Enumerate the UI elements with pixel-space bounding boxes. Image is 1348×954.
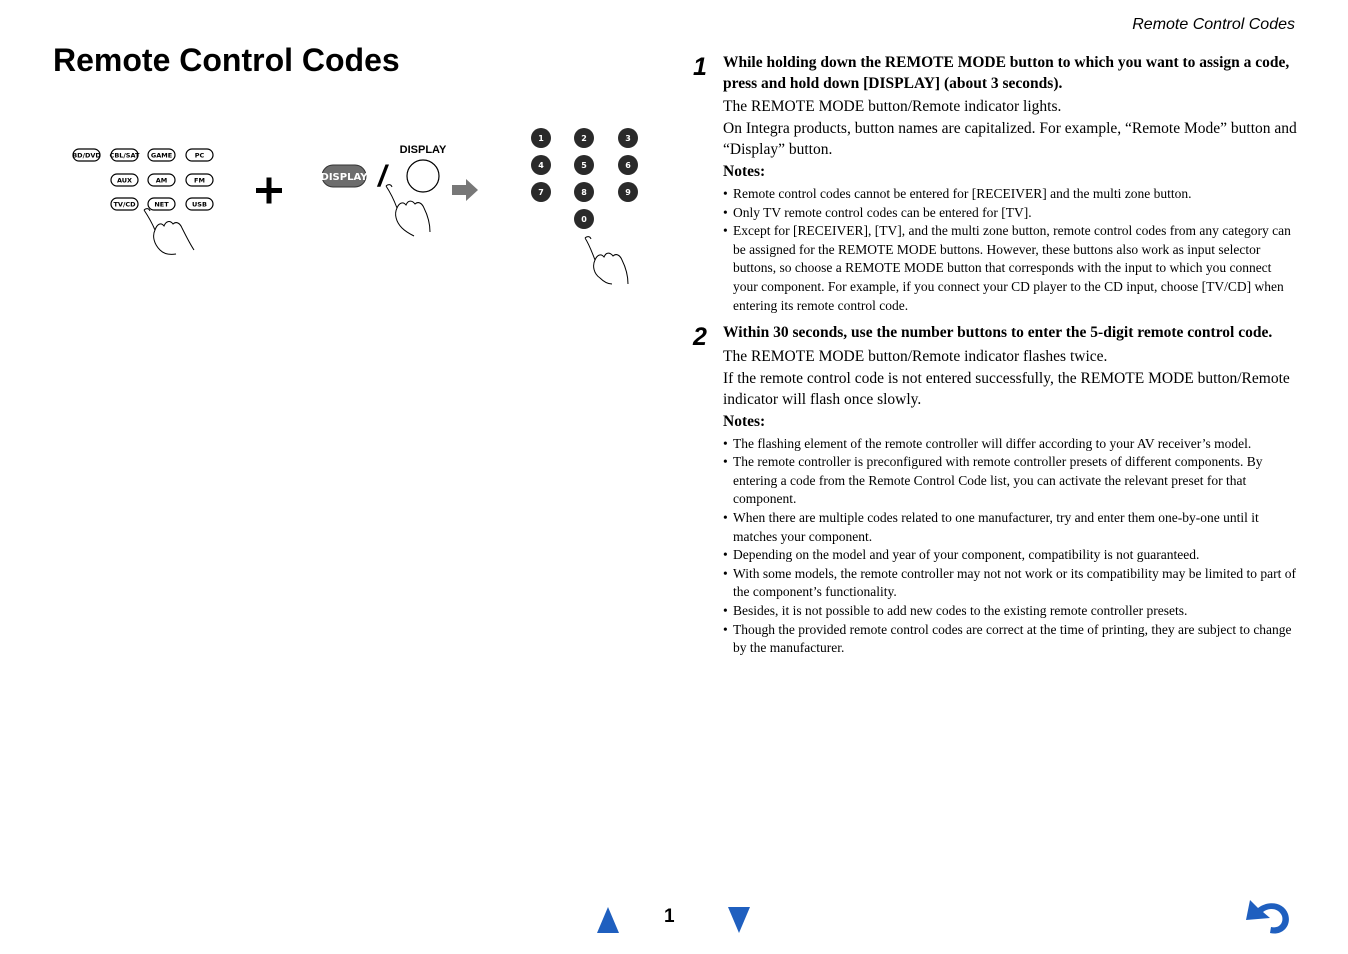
remote-illustration: [60, 120, 660, 300]
mode-button-label: CBL/SAT: [109, 151, 140, 160]
note-item: • The flashing element of the remote controller will differ according to your AV receiver’s model.: [723, 435, 1297, 454]
mode-button-label: NET: [154, 200, 169, 209]
note-item: • With some models, the remote controller may not not work or its compatibility may be limited to part of the component’s functionality.: [723, 565, 1297, 602]
remote-mode-buttons: [72, 149, 213, 210]
notes-label: Notes:: [723, 412, 766, 430]
note-item: • The remote controller is preconfigured with remote controller presets of different components. By entering a code from the Remote Control Code list, you can activate the relevant preset for that component.: [723, 453, 1297, 509]
display-button-label: DISPLAY: [320, 172, 368, 183]
number-key: [618, 155, 638, 175]
number-key-label: 3: [625, 134, 631, 143]
note-item: • Besides, it is not possible to add new codes to the existing remote controller presets.: [723, 602, 1297, 621]
return-arrow-icon[interactable]: [1244, 898, 1294, 938]
step-1: [693, 53, 1297, 315]
number-key: [531, 155, 551, 175]
number-key-label: 7: [538, 188, 544, 197]
note-item: • Depending on the model and year of your component, compatibility is not guaranteed.: [723, 546, 1297, 565]
number-key: [574, 182, 594, 202]
number-key-label: 9: [625, 188, 631, 197]
display-round-label: DISPLAY: [399, 144, 447, 156]
number-key: [618, 128, 638, 148]
step-number: 1: [693, 53, 707, 81]
mode-button-label: AM: [155, 176, 168, 185]
step-heading: While holding down the REMOTE MODE button to which you want to assign a code, press and hold down [DISPLAY] (about 3 seconds).: [723, 54, 1290, 92]
step-number: 2: [693, 323, 707, 352]
mode-button: [186, 149, 213, 161]
mode-button: [186, 198, 213, 210]
mode-button-label: USB: [192, 200, 207, 209]
number-key: [574, 209, 594, 229]
mode-button: [148, 149, 175, 161]
display-round-button: [407, 160, 439, 192]
notes-list: [723, 185, 1297, 315]
note-item: • Except for [RECEIVER], [TV], and the multi zone button, remote control codes from any category can be assigned for the REMOTE MODE buttons. However, these buttons also work as input selector buttons, so choose a REMOTE MODE button that corresponds with the input to which you connect your component. For example, if you connect your CD player to the CD input, choose [TV/CD] when entering its remote control code.: [723, 222, 1297, 315]
number-key-label: 1: [538, 134, 544, 143]
mode-button: [111, 174, 138, 186]
note-item: • Only TV remote control codes can be entered for [TV].: [723, 204, 1297, 223]
note-item: • Though the provided remote control codes are correct at the time of printing, they are subject to change by the manufacturer.: [723, 621, 1297, 658]
step-heading: Within 30 seconds, use the number buttons to enter the 5-digit remote control code.: [723, 324, 1273, 342]
mode-button-label: BD/DVD: [72, 151, 101, 160]
plus-icon: [256, 178, 282, 204]
mode-button: [72, 149, 101, 161]
number-key-label: 2: [581, 134, 587, 143]
step-paragraph: If the remote control code is not entered successfully, the REMOTE MODE button/Remote indicator will flash once slowly.: [723, 369, 1290, 408]
number-key: [574, 155, 594, 175]
number-key: [531, 128, 551, 148]
mode-button-label: GAME: [150, 151, 173, 160]
page-title: Remote Control Codes: [53, 42, 400, 78]
note-item: • When there are multiple codes related to one manufacturer, try and enter them one-by-one until it matches your component.: [723, 509, 1297, 546]
notes-list: [723, 435, 1297, 658]
number-key-label: 6: [625, 161, 631, 170]
mode-button: [110, 149, 140, 161]
down-triangle-icon[interactable]: [727, 906, 751, 934]
right-arrow-icon: [452, 179, 478, 201]
up-triangle-icon[interactable]: [596, 906, 620, 934]
number-key: [574, 128, 594, 148]
step-paragraph: On Integra products, button names are capitalized. For example, “Remote Mode” button and “Display” button.: [723, 120, 1297, 158]
mode-button-label: FM: [194, 176, 205, 185]
number-key: [618, 182, 638, 202]
hand-icon: [585, 237, 628, 284]
step-paragraph: The REMOTE MODE button/Remote indicator lights.: [723, 98, 1062, 115]
slash-separator: /: [378, 160, 387, 193]
note-item: • Remote control codes cannot be entered for [RECEIVER] and the multi zone button.: [723, 185, 1297, 204]
number-key-label: 0: [581, 215, 587, 224]
mode-button-label: TV/CD: [113, 200, 136, 209]
page-number: 1: [664, 906, 675, 927]
notes-label: Notes:: [723, 163, 766, 180]
mode-button: [148, 174, 175, 186]
step-2: [693, 323, 1297, 658]
hand-icon: [144, 209, 194, 255]
number-keypad: [531, 128, 638, 229]
display-button-illustration: [321, 165, 369, 187]
mode-button: [148, 198, 175, 210]
instructions-column: [693, 53, 1297, 658]
number-key-label: 8: [581, 188, 587, 197]
mode-button: [186, 174, 213, 186]
mode-button-label: PC: [194, 151, 205, 160]
number-key-label: 4: [538, 161, 544, 170]
number-key-label: 5: [581, 161, 587, 170]
step-paragraph: The REMOTE MODE button/Remote indicator flashes twice.: [723, 347, 1108, 365]
number-key: [531, 182, 551, 202]
mode-button-label: AUX: [116, 176, 133, 185]
mode-button: [111, 198, 138, 210]
running-header: Remote Control Codes: [1132, 16, 1295, 33]
